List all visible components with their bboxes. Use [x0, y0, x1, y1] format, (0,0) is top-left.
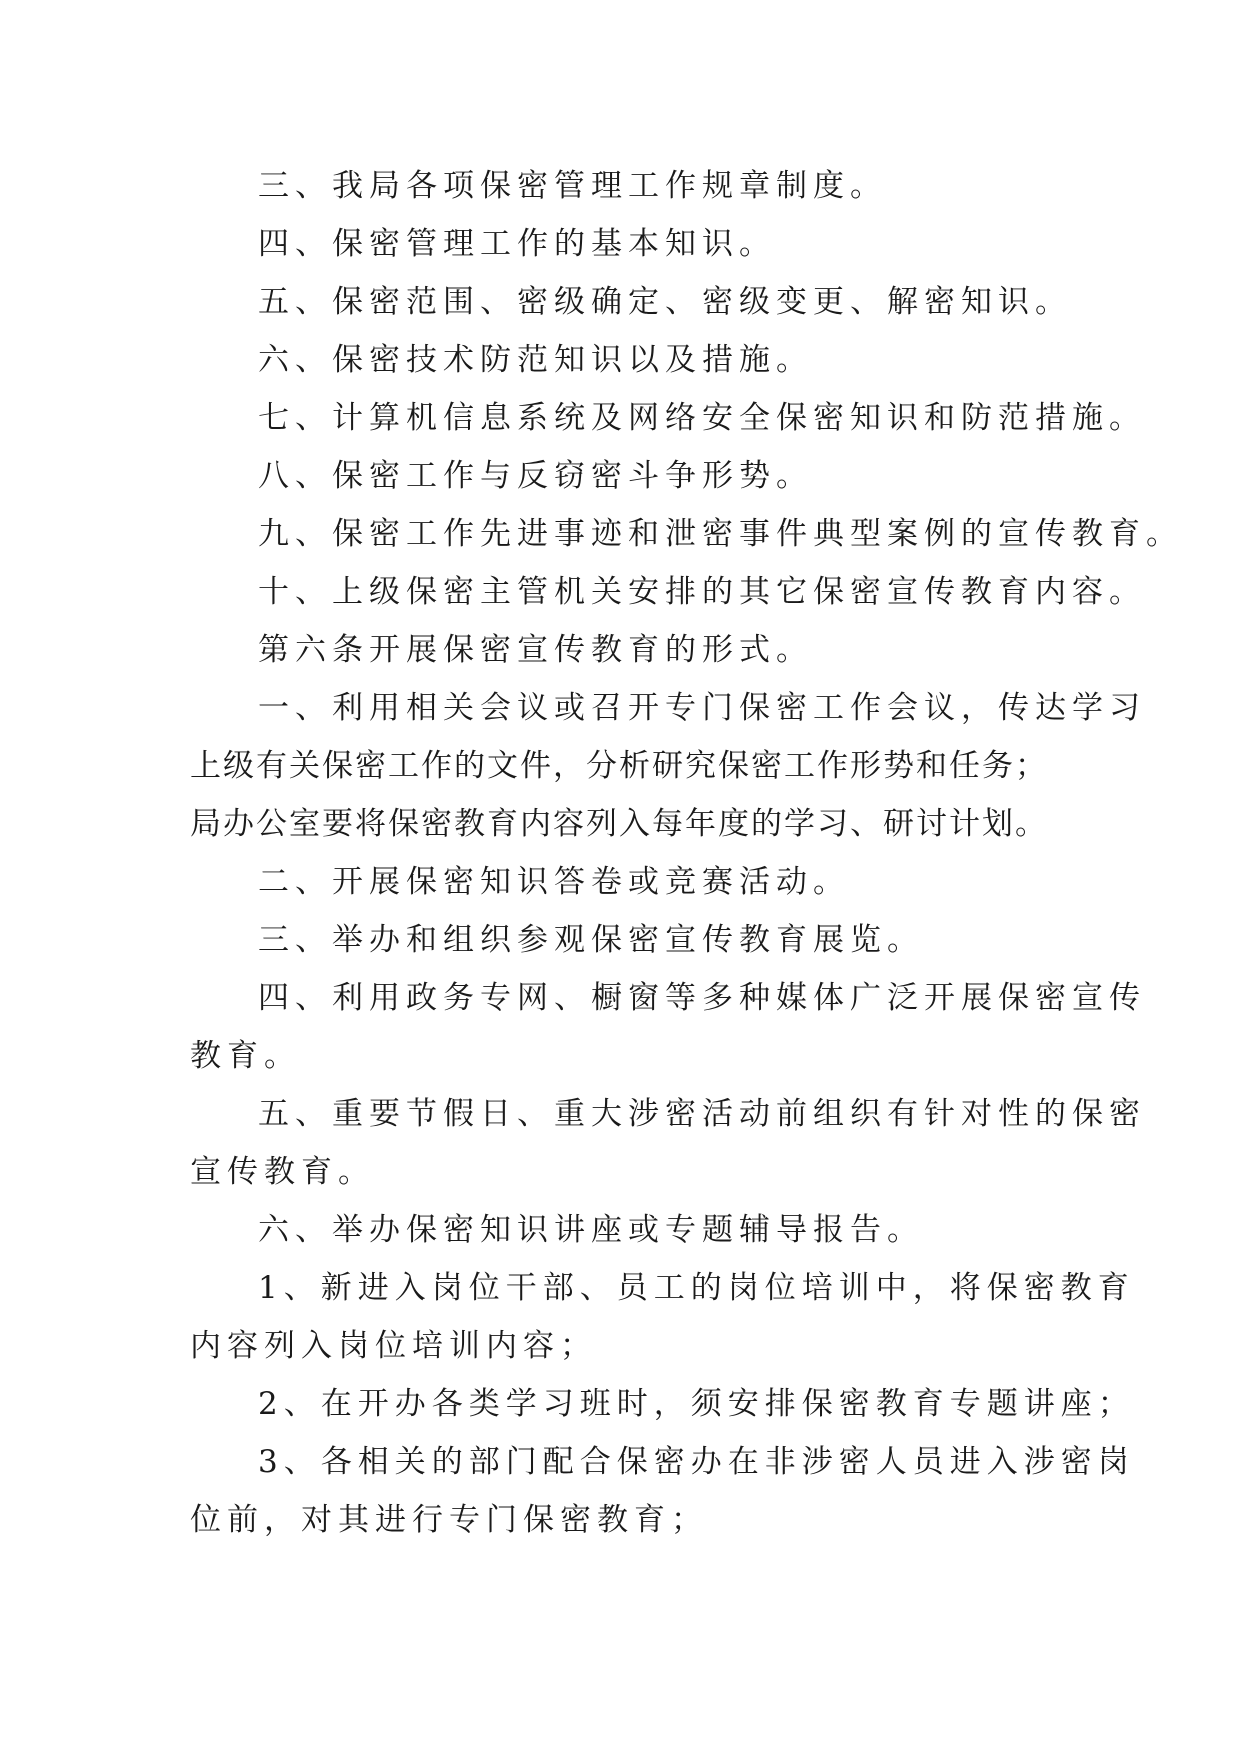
- text-line: 六、保密技术防范知识以及措施。: [258, 342, 813, 378]
- text-line: 五、重要节假日、重大涉密活动前组织有针对性的保密: [258, 1096, 1146, 1132]
- text-line: 二、开展保密知识答卷或竞赛活动。: [258, 864, 850, 900]
- text-line: 上级有关保密工作的文件，分析研究保密工作形势和任务；: [190, 748, 1046, 784]
- text-line: 3、各相关的部门配合保密办在非涉密人员进入涉密岗: [258, 1444, 1135, 1480]
- text-line: 三、举办和组织参观保密宣传教育展览。: [258, 922, 924, 958]
- text-line: 宣传教育。: [190, 1154, 375, 1190]
- text-line: 七、计算机信息系统及网络安全保密知识和防范措施。: [258, 400, 1146, 436]
- text-line: 六、举办保密知识讲座或专题辅导报告。: [258, 1212, 924, 1248]
- text-line: 一、利用相关会议或召开专门保密工作会议，传达学习: [258, 690, 1146, 726]
- text-line: 九、保密工作先进事迹和泄密事件典型案例的宣传教育。: [258, 516, 1183, 552]
- text-line: 局办公室要将保密教育内容列入每年度的学习、研讨计划。: [190, 806, 1046, 842]
- text-line: 十、上级保密主管机关安排的其它保密宣传教育内容。: [258, 574, 1146, 610]
- text-line: 1、新进入岗位干部、员工的岗位培训中，将保密教育: [258, 1270, 1135, 1306]
- text-line: 三、我局各项保密管理工作规章制度。: [258, 168, 887, 204]
- text-line: 八、保密工作与反窃密斗争形势。: [258, 458, 813, 494]
- text-line: 内容列入岗位培训内容；: [190, 1328, 597, 1364]
- text-line: 教育。: [190, 1038, 301, 1074]
- text-line: 位前，对其进行专门保密教育；: [190, 1502, 708, 1538]
- section-heading: 第六条开展保密宣传教育的形式。: [258, 632, 813, 668]
- text-line: 2、在开办各类学习班时，须安排保密教育专题讲座；: [258, 1386, 1135, 1422]
- text-line: 四、利用政务专网、橱窗等多种媒体广泛开展保密宣传: [258, 980, 1146, 1016]
- text-line: 四、保密管理工作的基本知识。: [258, 226, 776, 262]
- text-line: 五、保密范围、密级确定、密级变更、解密知识。: [258, 284, 1072, 320]
